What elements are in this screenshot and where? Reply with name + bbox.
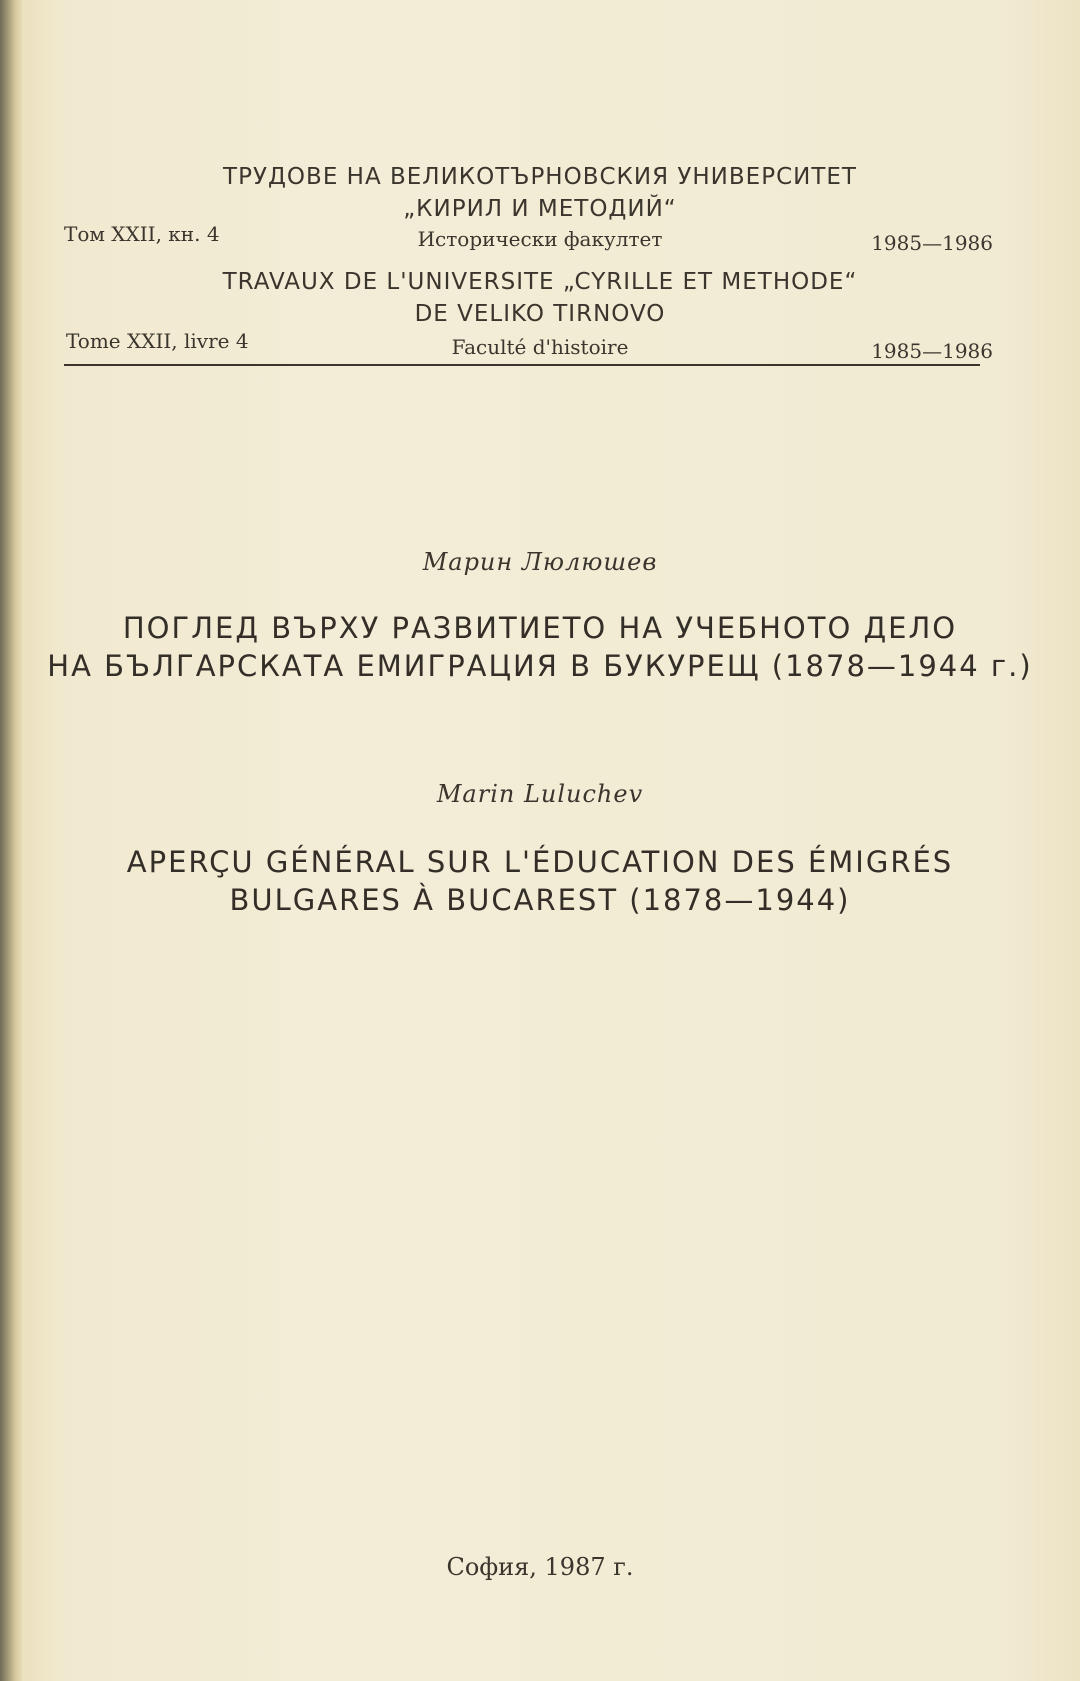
university-name-bg: „КИРИЛ И МЕТОДИЙ“ (403, 196, 677, 222)
header-divider (64, 364, 980, 366)
journal-title-fr: TRAVAUX DE L'UNIVERSITE „CYRILLE ET METHODE“ (222, 269, 858, 295)
author-fr: Marin Luluchev (436, 780, 644, 808)
years-fr: 1985—1986 (871, 339, 993, 363)
faculty-bg: Исторически факултет (417, 227, 663, 251)
publication-imprint: София, 1987 г. (446, 1553, 634, 1581)
book-spine-edge (0, 0, 22, 1681)
years-bg: 1985—1986 (871, 231, 993, 255)
journal-title-bg: ТРУДОВЕ НА ВЕЛИКОТЪРНОВСКИЯ УНИВЕРСИТЕТ (223, 164, 857, 190)
volume-bg: Том XXII, кн. 4 (64, 222, 220, 246)
article-title-bg-line1: ПОГЛЕД ВЪРХУ РАЗВИТИЕТО НА УЧЕБНОТО ДЕЛО (122, 611, 958, 645)
article-title-fr-line2: BULGARES À BUCAREST (1878—1944) (229, 883, 851, 917)
article-title-bg-line2: НА БЪЛГАРСКАТА ЕМИГРАЦИЯ В БУКУРЕЩ (1878—1944 г.) (47, 649, 1033, 683)
author-bg: Марин Люлюшев (422, 548, 658, 576)
article-title-fr-line1: APERÇU GÉNÉRAL SUR L'ÉDUCATION DES ÉMIGRÉS (126, 845, 954, 879)
university-city-fr: DE VELIKO TIRNOVO (414, 301, 666, 327)
volume-fr: Tome XXII, livre 4 (66, 329, 249, 353)
faculty-fr: Faculté d'histoire (451, 335, 629, 359)
